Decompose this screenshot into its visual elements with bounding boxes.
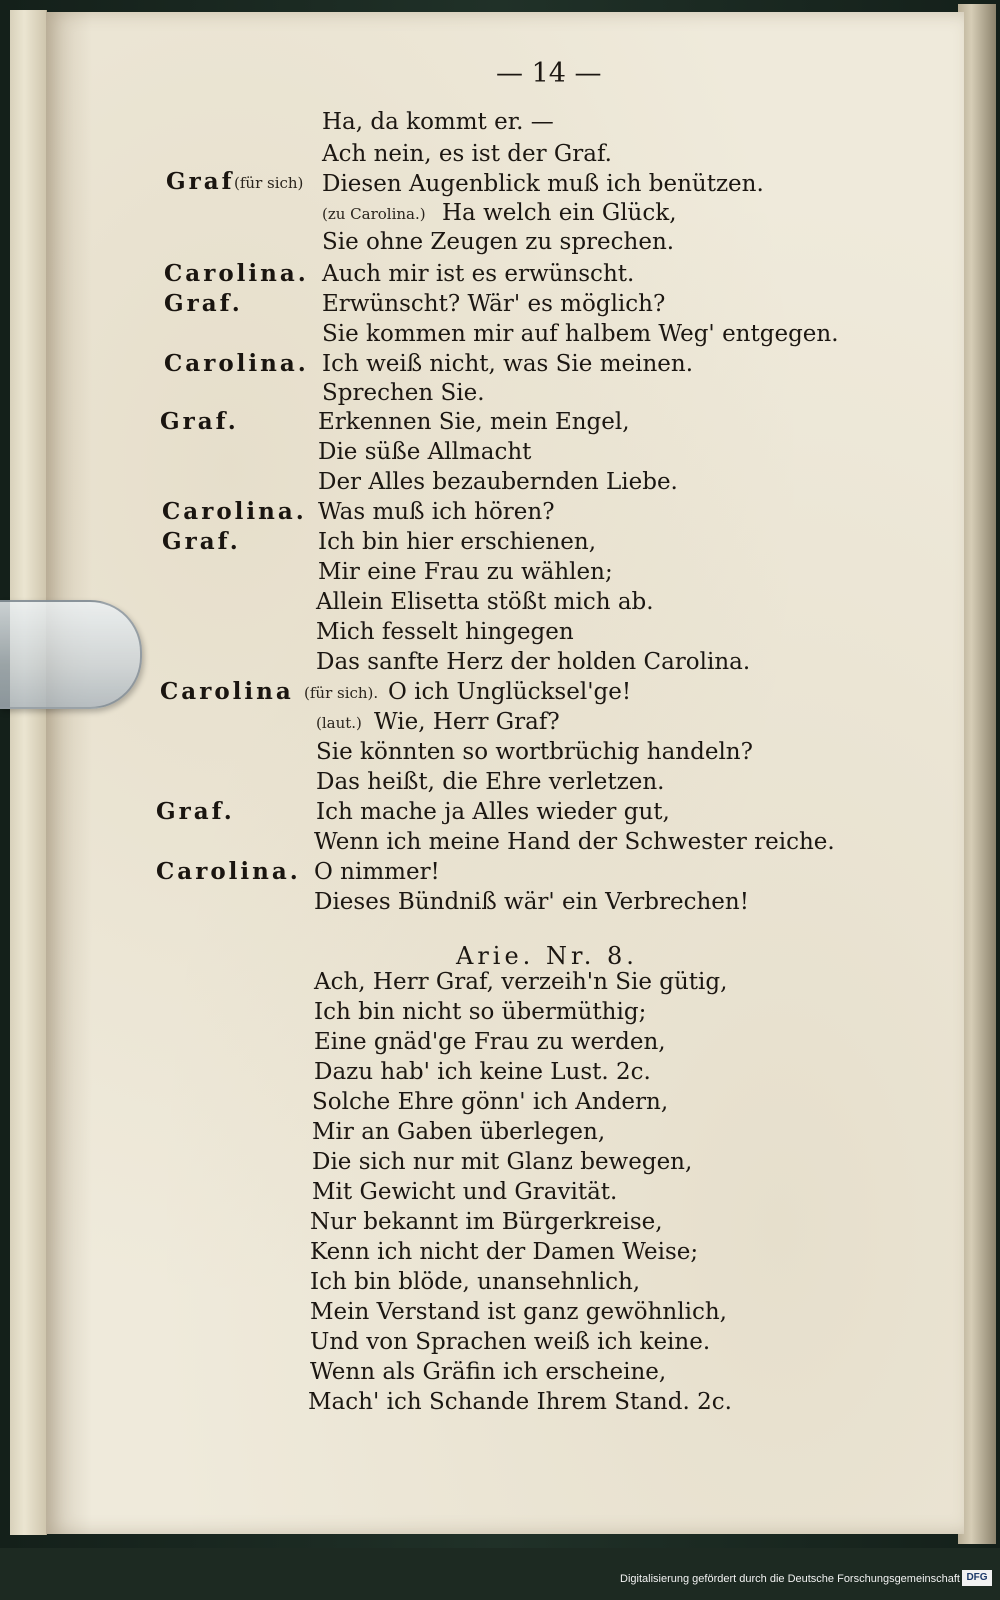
speaker-name: Graf [166,168,235,195]
speaker-name: Carolina. [164,350,309,377]
dialogue-line: Sprechen Sie. [322,380,485,406]
speaker-name: Carolina. [164,260,309,287]
aria-line: Mir an Gaben überlegen, [312,1119,606,1145]
book-page [46,12,964,1534]
dialogue-line: Auch mir ist es erwünscht. [322,261,635,287]
dialogue-line: Allein Elisetta stößt mich ab. [316,589,654,615]
dialogue-line: O nimmer! [314,859,440,885]
speaker-name: Graf. [162,528,241,555]
dialogue-line: Die süße Allmacht [318,439,532,465]
dialogue-line: Ich bin hier erschienen, [318,529,596,555]
dialogue-line: Erkennen Sie, mein Engel, [318,409,630,435]
stage-direction: (laut.) [316,714,362,732]
stage-direction: (zu Carolina.) [322,205,426,223]
dialogue-line: Der Alles bezaubernden Liebe. [318,469,678,495]
page-number: — 14 — [496,58,602,89]
aria-line: Dazu hab' ich keine Lust. 2c. [314,1059,651,1085]
aria-heading: Arie. Nr. 8. [456,942,638,970]
speaker-name: Graf. [156,798,235,825]
aria-line: Mein Verstand ist ganz gewöhnlich, [310,1299,727,1325]
dialogue-line: Ha welch ein Glück, [442,200,677,226]
funding-credit: Digitalisierung gefördert durch die Deutsche Forschungsgemeinschaft [620,1573,960,1585]
aria-line: Mit Gewicht und Gravität. [312,1179,618,1205]
dialogue-line: Mich fesselt hingegen [316,619,574,645]
aria-line: Ich bin nicht so übermüthig; [314,999,647,1025]
aria-line: Wenn als Gräfin ich erscheine, [310,1359,667,1385]
speaker-name: Carolina. [156,858,301,885]
dialogue-line: Diesen Augenblick muß ich benützen. [322,171,764,197]
dialogue-line: Sie könnten so wortbrüchig handeln? [316,739,753,765]
aria-line: Nur bekannt im Bürgerkreise, [310,1209,663,1235]
aria-line: Ich bin blöde, unansehnlich, [310,1269,641,1295]
speaker-name: Graf. [160,408,239,435]
aria-line: Solche Ehre gönn' ich Andern, [312,1089,669,1115]
page-clip [0,600,142,709]
dialogue-line: Sie kommen mir auf halbem Weg' entgegen. [322,321,839,347]
dialogue-line: Wenn ich meine Hand der Schwester reiche. [314,829,835,855]
aria-line: Ach, Herr Graf, verzeih'n Sie gütig, [314,969,728,995]
dfg-logo: DFG [962,1570,992,1586]
dialogue-line: Mir eine Frau zu wählen; [318,559,613,585]
dialogue-line: Wie, Herr Graf? [374,709,560,735]
dialogue-line: Ich mache ja Alles wieder gut, [316,799,670,825]
dialogue-line: Was muß ich hören? [318,499,555,525]
dialogue-line: Ha, da kommt er. — [322,109,554,135]
stage-direction: (für sich) [234,174,304,192]
stage-direction: (für sich). [304,684,379,702]
dialogue-line: Sie ohne Zeugen zu sprechen. [322,229,675,255]
aria-line: Mach' ich Schande Ihrem Stand. 2c. [308,1389,732,1415]
dialogue-line: Ich weiß nicht, was Sie meinen. [322,351,694,377]
dialogue-line: Dieses Bündniß wär' ein Verbrechen! [314,889,749,915]
dialogue-line: O ich Unglücksel'ge! [388,679,632,705]
speaker-name: Carolina [160,678,294,705]
speaker-name: Carolina. [162,498,307,525]
speaker-name: Graf. [164,290,243,317]
book-page-edges-left [10,10,47,1535]
aria-line: Und von Sprachen weiß ich keine. [310,1329,711,1355]
dialogue-line: Erwünscht? Wär' es möglich? [322,291,666,317]
aria-line: Eine gnäd'ge Frau zu werden, [314,1029,666,1055]
aria-line: Kenn ich nicht der Damen Weise; [310,1239,699,1265]
dialogue-line: Das sanfte Herz der holden Carolina. [316,649,751,675]
aria-line: Die sich nur mit Glanz bewegen, [312,1149,693,1175]
dialogue-line: Ach nein, es ist der Graf. [322,141,612,167]
dialogue-line: Das heißt, die Ehre verletzen. [316,769,665,795]
